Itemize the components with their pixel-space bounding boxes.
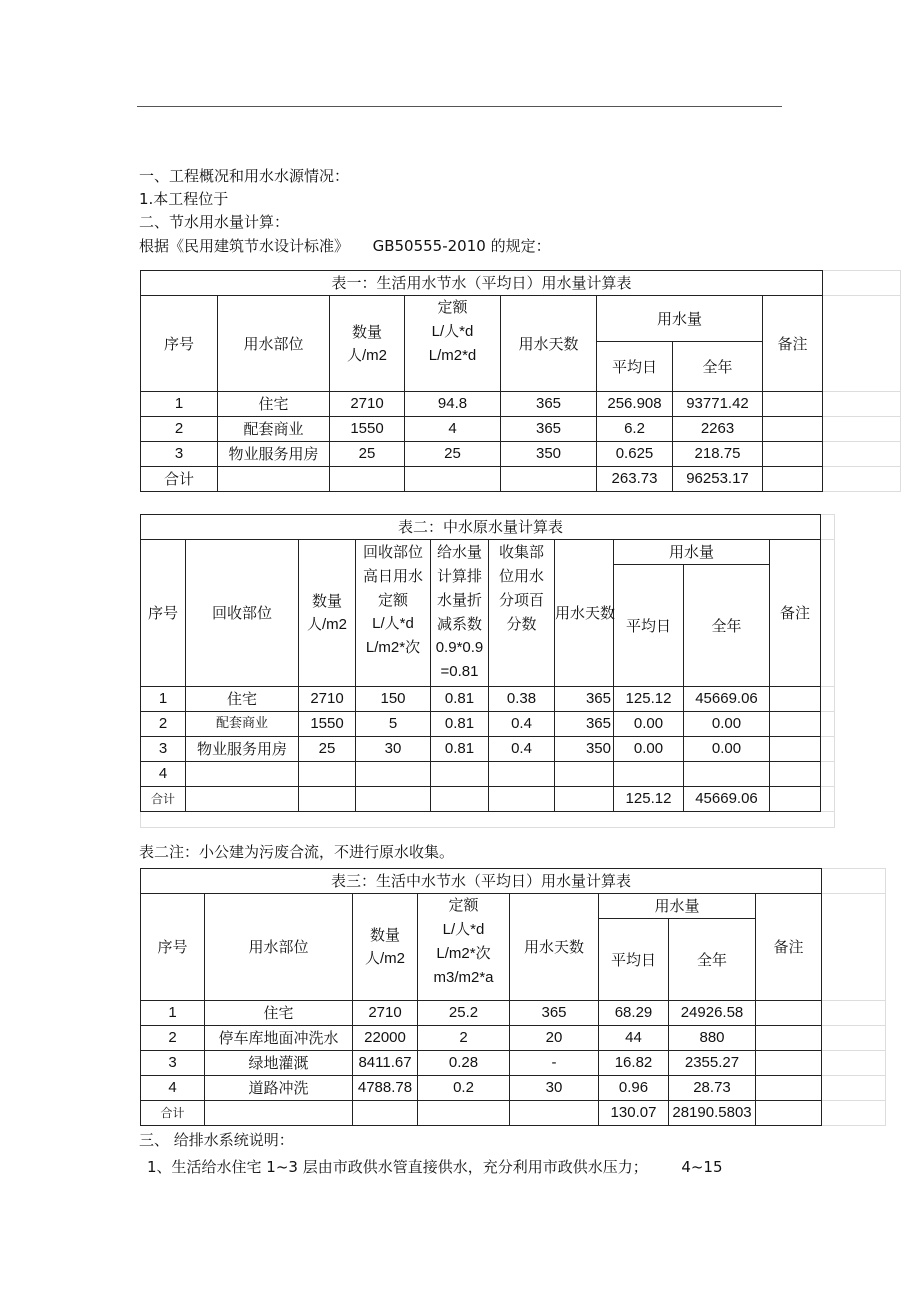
table2-header-seq: 序号 [141,540,186,687]
table1-header-part: 用水部位 [218,296,330,392]
cell-quota: 25.2 [418,1001,510,1026]
header-rule [137,106,782,107]
cell-blank [822,1026,886,1051]
cell-seq: 1 [141,392,218,417]
table2-trailing-blank [141,812,835,828]
heading-water-calc: 二、节水用水量计算： [139,213,290,231]
table2-blank [821,540,835,687]
table2-header-coef-line3: 水量折 [436,591,482,609]
cell-quota: 0.2 [418,1076,510,1101]
table3-header-qty-line2: 人/m2 [364,950,405,967]
table2-header-avg: 平均日 [614,565,684,687]
table-row [141,1001,886,1026]
cell-total-label: 合计 [141,1101,205,1126]
cell-seq: 4 [141,1076,205,1101]
cell-qty: 2710 [330,392,405,417]
water-supply-description [147,1157,723,1177]
cell-ratio [489,762,555,787]
cell-quota: 94.8 [405,392,501,417]
heading-overview: 一、工程概况和用水水源情况： [139,167,350,185]
cell-note [770,737,821,762]
cell-empty [418,1101,510,1126]
cell-quota: 150 [356,687,431,712]
table-row [141,442,901,467]
cell-note [763,442,823,467]
table3-header-seq: 序号 [141,894,205,1001]
cell-part: 绿地灌溉 [205,1051,353,1076]
cell-quota: 30 [356,737,431,762]
standard-reference-code: GB50555-2010 的规定： [372,237,551,255]
water-supply-text: 1、生活给水住宅 1~3 层由市政供水管直接供水，充分利用市政供水压力； [147,1158,648,1176]
table1-header-qty-line1: 数量 [351,322,382,341]
table1-blank [823,271,901,296]
cell-days: 365 [510,1001,599,1026]
cell-note [770,762,821,787]
table2-header-coef-line4: 减系数 [436,615,482,633]
table1-header-quota [405,296,501,392]
table2-header-ratio-line1: 收集部 [498,543,544,561]
table1-title: 表一：生活用水节水（平均日）用水量计算表 [141,271,823,296]
table-row [141,392,901,417]
cell-part: 住宅 [205,1001,353,1026]
cell-year: 28.73 [669,1076,756,1101]
cell-year: 45669.06 [684,687,770,712]
cell-blank [823,392,901,417]
table1-header-year: 全年 [673,342,763,392]
table2-header-part: 回收部位 [186,540,299,687]
table-total-row [141,787,835,812]
cell-avg: 0.625 [597,442,673,467]
cell-ratio: 0.4 [489,737,555,762]
cell-seq: 4 [141,762,186,787]
cell-empty [489,787,555,812]
cell-part: 道路冲洗 [205,1076,353,1101]
table3-blank [822,869,886,894]
cell-quota [356,762,431,787]
cell-quota: 5 [356,712,431,737]
cell-empty [356,787,431,812]
cell-year: 0.00 [684,712,770,737]
cell-qty: 2710 [299,687,356,712]
table3-header-quota-line3: L/m2*次 [436,945,491,962]
table3-header-quota-line2: L/人*d [442,921,485,938]
table-row [141,737,835,762]
table3 [140,868,886,1126]
cell-note [763,392,823,417]
cell-blank [823,417,901,442]
table2-header-ratio-line3: 分项百 [498,591,544,609]
cell-empty [299,787,356,812]
table3-header-note: 备注 [756,894,822,1001]
table3-title: 表三：生活中水节水（平均日）用水量计算表 [141,869,822,894]
cell-avg: 256.908 [597,392,673,417]
cell-year: 93771.42 [673,392,763,417]
cell-year: 880 [669,1026,756,1051]
cell-qty: 25 [299,737,356,762]
table2-header-quota-line5: L/m2*次 [365,639,421,656]
cell-note [756,1051,822,1076]
cell-days: 365 [555,712,614,737]
cell-quota: 25 [405,442,501,467]
cell-avg: 125.12 [614,687,684,712]
table3-header-quota [418,894,510,1001]
table2-header-qty-line1: 数量 [311,592,342,610]
cell-blank [821,737,835,762]
table3-header-quota-line4: m3/m2*a [433,969,494,986]
cell-blank [821,787,835,812]
table2-header-days: 用水天数 [555,540,614,687]
table2-note: 表二注：小公建为污废合流，不进行原水收集。 [139,843,455,861]
table-row [141,1026,886,1051]
table2-header-quota-line1: 回收部位 [362,543,423,561]
table3-header-usage: 用水量 [599,894,756,919]
table2-header-ratio [489,540,555,687]
cell-total-year: 28190.5803 [669,1101,756,1126]
cell-year [684,762,770,787]
cell-blank [821,687,835,712]
cell-note [763,417,823,442]
cell-empty [405,467,501,492]
cell-blank [822,1001,886,1026]
cell-note [756,1076,822,1101]
table-total-row [141,467,901,492]
cell-empty [756,1101,822,1126]
table2-header-coef [431,540,489,687]
cell-year: 2355.27 [669,1051,756,1076]
cell-empty [763,467,823,492]
table2-header-ratio-line2: 位用水 [498,567,544,585]
cell-seq: 2 [141,417,218,442]
table-row [141,417,901,442]
cell-quota: 0.28 [418,1051,510,1076]
cell-year: 24926.58 [669,1001,756,1026]
cell-total-avg: 130.07 [599,1101,669,1126]
table2 [140,514,835,828]
table2-header-qty-line2: 人/m2 [306,616,347,633]
cell-part: 配套商业 [186,712,299,737]
standard-reference-line [139,236,551,256]
cell-empty [218,467,330,492]
cell-avg: 16.82 [599,1051,669,1076]
cell-days: 365 [501,392,597,417]
table-total-row [141,1101,886,1126]
table1-header-quota-line1: 定额 [437,299,468,316]
cell-days: 20 [510,1026,599,1051]
cell-year: 218.75 [673,442,763,467]
cell-blank [823,442,901,467]
cell-part: 住宅 [218,392,330,417]
cell-blank [822,1076,886,1101]
cell-qty: 2710 [353,1001,418,1026]
cell-part: 停车库地面冲洗水 [205,1026,353,1051]
cell-seq: 3 [141,1051,205,1076]
cell-blank [821,712,835,737]
cell-blank [823,467,901,492]
cell-part [186,762,299,787]
cell-empty [555,787,614,812]
table2-header-coef-line6: =0.81 [440,663,479,680]
standard-reference-text: 根据《民用建筑节水设计标准》 [139,237,350,255]
table1-header-seq: 序号 [141,296,218,392]
cell-avg: 0.96 [599,1076,669,1101]
table1-blank [823,296,901,392]
table3-header-year: 全年 [669,919,756,1001]
cell-quota: 4 [405,417,501,442]
table2-header-coef-line1: 给水量 [436,543,482,561]
cell-blank [822,1101,886,1126]
cell-days: - [510,1051,599,1076]
cell-seq: 1 [141,687,186,712]
table2-header-qty [299,540,356,687]
cell-qty: 1550 [299,712,356,737]
cell-qty: 25 [330,442,405,467]
cell-days: 365 [501,417,597,442]
table2-header-coef-line2: 计算排 [436,567,482,585]
cell-empty [205,1101,353,1126]
table2-blank [821,515,835,540]
cell-coef: 0.81 [431,712,489,737]
cell-note [770,712,821,737]
cell-coef: 0.81 [431,687,489,712]
table1-header-usage: 用水量 [597,296,763,342]
table1 [140,270,901,492]
cell-empty [353,1101,418,1126]
cell-blank [822,1051,886,1076]
table2-header-quota-line4: L/人*d [372,615,414,632]
table-row [141,687,835,712]
table2-header-ratio-line4: 分数 [506,615,537,633]
cell-ratio: 0.4 [489,712,555,737]
cell-seq: 2 [141,712,186,737]
cell-empty [330,467,405,492]
cell-part: 住宅 [186,687,299,712]
cell-empty [510,1101,599,1126]
cell-days: 350 [555,737,614,762]
cell-avg [614,762,684,787]
cell-empty [186,787,299,812]
cell-qty: 1550 [330,417,405,442]
cell-avg: 6.2 [597,417,673,442]
table1-header-avg: 平均日 [597,342,673,392]
cell-total-year: 45669.06 [684,787,770,812]
table2-header-coef-line5: 0.9*0.9 [435,639,484,656]
table-row [141,1076,886,1101]
table2-title: 表二：中水原水量计算表 [141,515,821,540]
cell-total-year: 96253.17 [673,467,763,492]
table2-header-quota-line2: 高日用水 [362,567,423,585]
table-row [141,1051,886,1076]
table2-header-note: 备注 [770,540,821,687]
cell-days: 30 [510,1076,599,1101]
cell-qty: 8411.67 [353,1051,418,1076]
table3-header-part: 用水部位 [205,894,353,1001]
cell-days [555,762,614,787]
cell-empty [431,787,489,812]
cell-total-label: 合计 [141,787,186,812]
cell-days: 365 [555,687,614,712]
table1-header-qty [330,296,405,392]
cell-part: 配套商业 [218,417,330,442]
cell-days: 350 [501,442,597,467]
cell-note [756,1026,822,1051]
table2-header-usage: 用水量 [614,540,770,565]
table3-header-qty-line1: 数量 [369,926,400,944]
table2-header-quota-line3: 定额 [377,591,408,609]
table-row [141,712,835,737]
cell-avg: 0.00 [614,712,684,737]
table3-header-qty [353,894,418,1001]
table3-header-avg: 平均日 [599,919,669,1001]
cell-seq: 2 [141,1026,205,1051]
cell-part: 物业服务用房 [186,737,299,762]
cell-year: 0.00 [684,737,770,762]
table1-header-days: 用水天数 [501,296,597,392]
cell-ratio: 0.38 [489,687,555,712]
table3-header-days: 用水天数 [510,894,599,1001]
cell-total-label: 合计 [141,467,218,492]
cell-part: 物业服务用房 [218,442,330,467]
table1-header-quota-line2: L/人*d [431,323,474,340]
cell-avg: 68.29 [599,1001,669,1026]
project-location-line: 1.本工程位于 [139,190,229,208]
cell-total-avg: 125.12 [614,787,684,812]
cell-quota: 2 [418,1026,510,1051]
table1-header-note: 备注 [763,296,823,392]
table-row [141,762,835,787]
cell-coef [431,762,489,787]
cell-note [770,687,821,712]
table1-header-qty-line2: 人/m2 [346,346,387,364]
cell-avg: 0.00 [614,737,684,762]
table2-header-year: 全年 [684,565,770,687]
heading-system-description: 三、 给排水系统说明： [139,1131,294,1149]
cell-total-avg: 263.73 [597,467,673,492]
table3-blank [822,894,886,1001]
cell-note [756,1001,822,1026]
cell-empty [501,467,597,492]
cell-coef: 0.81 [431,737,489,762]
cell-avg: 44 [599,1026,669,1051]
water-supply-tail: 4~15 [681,1158,723,1176]
cell-seq: 1 [141,1001,205,1026]
cell-blank [821,762,835,787]
table1-header-quota-line3: L/m2*d [428,347,477,364]
cell-qty [299,762,356,787]
cell-seq: 3 [141,737,186,762]
cell-year: 2263 [673,417,763,442]
cell-qty: 22000 [353,1026,418,1051]
cell-qty: 4788.78 [353,1076,418,1101]
table2-header-quota [356,540,431,687]
cell-seq: 3 [141,442,218,467]
cell-empty [770,787,821,812]
table3-header-quota-line1: 定额 [448,897,479,914]
